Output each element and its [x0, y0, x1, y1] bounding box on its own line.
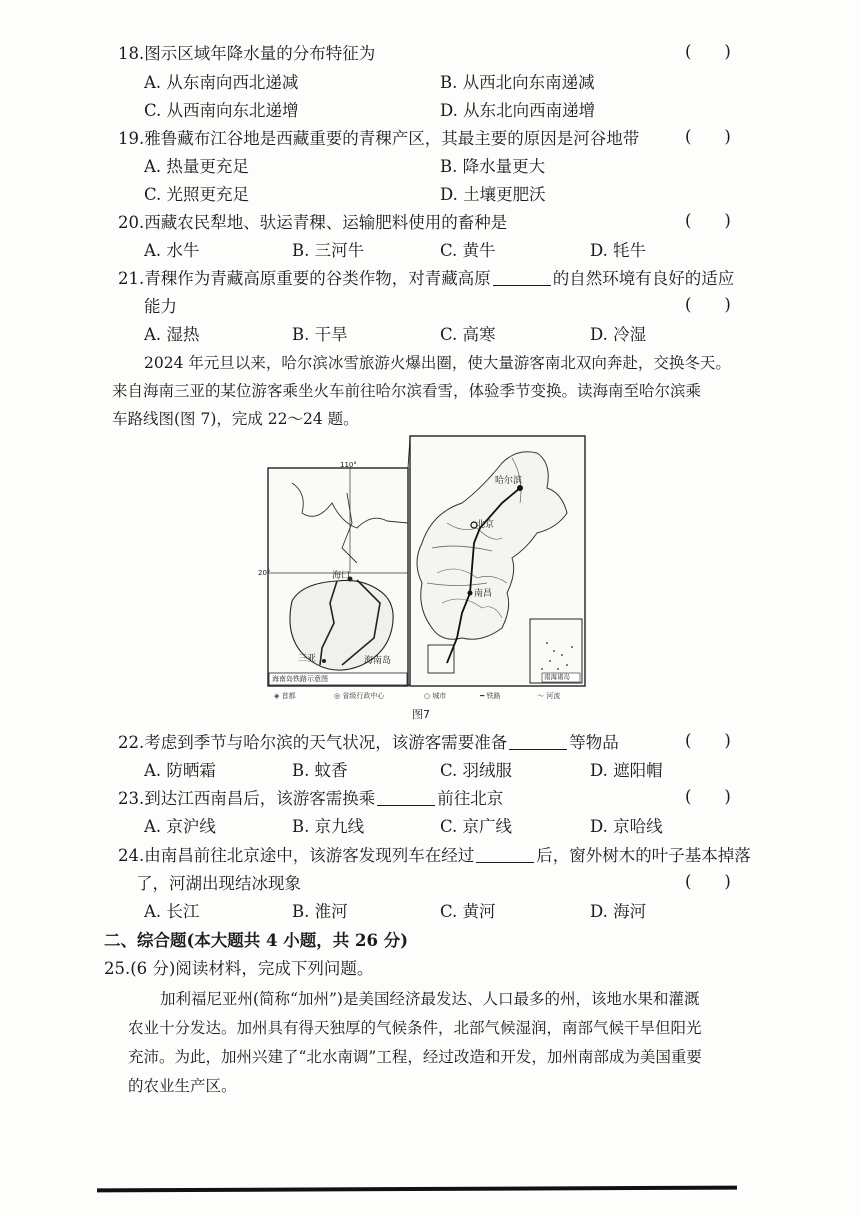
q21-stem-pre: 21.青稞作为青藏高原重要的谷类作物，对青藏高原 — [118, 269, 491, 288]
q23-stem-post: 前往北京 — [437, 789, 504, 808]
figure-7-map — [258, 433, 592, 703]
q22-option-a[interactable]: A. 防晒霜 — [144, 761, 216, 780]
label-harbin: 哈尔滨 — [495, 476, 523, 486]
q23-option-b[interactable]: B. 京九线 — [292, 817, 365, 836]
sanya-dot — [322, 659, 326, 663]
q23-option-d[interactable]: D. 京哈线 — [590, 817, 663, 836]
legend-city-icon: ○ — [424, 692, 431, 700]
legend-provincial-center: ◎ 省级行政中心 — [334, 692, 385, 700]
q21-option-b[interactable]: B. 干旱 — [292, 325, 348, 344]
nanchang-dot — [468, 591, 473, 596]
q18-option-a[interactable]: A. 从东南向西北递减 — [144, 73, 299, 92]
q19-option-a[interactable]: A. 热量更充足 — [144, 157, 249, 176]
legend-prov-icon: ◎ — [334, 692, 341, 700]
q19-option-d[interactable]: D. 土壤更肥沃 — [440, 185, 546, 204]
legend-railway: ━ 铁路 — [480, 692, 501, 700]
q19-option-c[interactable]: C. 光照更充足 — [144, 185, 250, 204]
q18-option-d[interactable]: D. 从东北向西南递增 — [440, 101, 596, 120]
q24-stem-pre: 24.由南昌前往北京途中，该游客发现列车在经过 — [118, 846, 475, 865]
q24-option-b[interactable]: B. 淮河 — [292, 902, 348, 921]
legend-capital-icon: ◈ — [274, 692, 280, 700]
q21-blank[interactable] — [493, 271, 551, 286]
label-longitude: 110° — [340, 461, 357, 469]
passage-line-2: 来自海南三亚的某位游客乘坐火车前往哈尔滨看雪，体验季节变换。读海南至哈尔滨乘 — [112, 382, 702, 400]
q24-stem — [118, 845, 751, 867]
q18-stem: 18.图示区域年降水量的分布特征为 — [118, 44, 376, 63]
q22-answer-paren[interactable]: ( ) — [685, 731, 731, 750]
q20-option-c[interactable]: C. 黄牛 — [440, 241, 496, 260]
q20-stem: 20.西藏农民犁地、驮运青稞、运输肥料使用的畜种是 — [118, 213, 508, 232]
q21-option-a[interactable]: A. 湿热 — [144, 325, 200, 344]
passage-line-1: 2024 年元旦以来，哈尔滨冰雪旅游火爆出圈，使大量游客南北双向奔赴，交换冬天。 — [144, 354, 731, 372]
q21-option-c[interactable]: C. 高寒 — [440, 325, 496, 344]
q22-stem — [118, 732, 619, 754]
q22-option-d[interactable]: D. 遮阳帽 — [590, 761, 663, 780]
q20-answer-paren[interactable]: ( ) — [685, 211, 731, 230]
q21-stem — [118, 268, 734, 290]
label-inset-title: 海南岛铁路示意图 — [272, 675, 328, 683]
q19-option-b[interactable]: B. 降水量更大 — [440, 157, 546, 176]
q23-stem — [118, 788, 503, 810]
q22-stem-pre: 22.考虑到季节与哈尔滨的天气状况，该游客需要准备 — [118, 733, 508, 752]
q20-option-a[interactable]: A. 水牛 — [144, 241, 200, 260]
label-haikou: 海口 — [332, 571, 351, 581]
q23-option-c[interactable]: C. 京广线 — [440, 817, 513, 836]
q18-answer-paren[interactable]: ( ) — [685, 42, 731, 61]
q21-stem-line2: 能力 — [144, 297, 177, 316]
legend-capital: ◈ 首都 — [274, 692, 296, 700]
q25-passage-line-2: 农业十分发达。加州具有得天独厚的气候条件，北部气候湿润，南部气候干旱但阳光 — [128, 1019, 702, 1037]
q24-blank[interactable] — [476, 848, 534, 863]
label-beijing: 北京 — [476, 520, 495, 530]
q22-blank[interactable] — [509, 735, 567, 750]
legend-river: 〜 河流 — [537, 692, 561, 700]
legend-rail-icon: ━ — [480, 692, 485, 700]
q23-blank[interactable] — [377, 791, 435, 806]
q22-option-c[interactable]: C. 羽绒服 — [440, 761, 513, 780]
label-sanya: 三亚 — [298, 654, 317, 664]
q25-passage-line-4: 的农业生产区。 — [128, 1077, 237, 1095]
q25-passage-line-1: 加利福尼亚州(简称“加州”)是美国经济最发达、人口最多的州，该地水果和灌溉 — [160, 990, 700, 1008]
q18-option-c[interactable]: C. 从西南向东北递增 — [144, 101, 299, 120]
q21-stem-post: 的自然环境有良好的适应 — [552, 269, 735, 288]
label-nanchang: 南昌 — [474, 589, 493, 599]
section-2-title: 二、综合题(本大题共 4 小题，共 26 分) — [104, 931, 409, 950]
legend-river-icon: 〜 — [537, 692, 544, 700]
q22-option-b[interactable]: B. 蚊香 — [292, 761, 348, 780]
label-hainan-island: 海南岛 — [364, 656, 392, 666]
passage-line-3: 车路线图(图 7)，完成 22～24 题。 — [112, 410, 359, 428]
q25-passage-line-3: 充沛。为此，加州兴建了“北水南调”工程，经过改造和开发，加州南部成为美国重要 — [128, 1048, 702, 1066]
q22-stem-post: 等物品 — [569, 733, 619, 752]
q23-option-a[interactable]: A. 京沪线 — [144, 817, 216, 836]
q20-option-b[interactable]: B. 三河牛 — [292, 241, 365, 260]
page-bottom-rule — [97, 1186, 737, 1193]
q21-answer-paren[interactable]: ( ) — [685, 295, 731, 314]
q23-answer-paren[interactable]: ( ) — [685, 787, 731, 806]
q19-stem: 19.雅鲁藏布江谷地是西藏重要的青稞产区，其最主要的原因是河谷地带 — [118, 129, 640, 148]
q25-stem: 25.(6 分)阅读材料，完成下列问题。 — [104, 959, 374, 978]
legend-city: ○ 城市 — [424, 692, 447, 700]
q19-answer-paren[interactable]: ( ) — [685, 127, 731, 146]
q24-option-a[interactable]: A. 长江 — [144, 902, 200, 921]
q24-stem-post: 后，窗外树木的叶子基本掉落 — [536, 846, 751, 865]
q24-stem-line2: 了，河湖出现结冰现象 — [136, 874, 301, 893]
q20-option-d[interactable]: D. 牦牛 — [590, 241, 647, 260]
figure-7-caption: 图7 — [412, 708, 430, 721]
label-latitude: 20° — [258, 569, 271, 577]
q21-option-d[interactable]: D. 冷湿 — [590, 325, 647, 344]
q18-option-b[interactable]: B. 从西北向东南递减 — [440, 73, 595, 92]
q24-option-c[interactable]: C. 黄河 — [440, 902, 496, 921]
label-south-sea-islands: 南海诸岛 — [544, 673, 570, 681]
q23-stem-pre: 23.到达江西南昌后，该游客需换乘 — [118, 789, 376, 808]
q24-answer-paren[interactable]: ( ) — [685, 872, 731, 891]
q24-option-d[interactable]: D. 海河 — [590, 902, 647, 921]
